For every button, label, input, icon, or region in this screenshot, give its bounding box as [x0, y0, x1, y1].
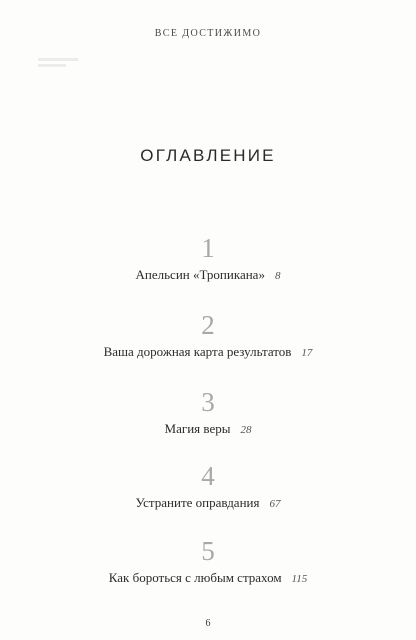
toc-entry-1[interactable]: [0, 233, 416, 285]
chapter-page: 17: [301, 347, 313, 359]
chapter-title: Как бороться с любым страхом: [108, 570, 282, 585]
toc-entry-3[interactable]: [0, 387, 416, 439]
running-head: ВСЕ ДОСТИЖИМО: [154, 28, 262, 39]
chapter-page: 28: [240, 424, 252, 436]
chapter-title-line: [0, 420, 416, 439]
toc-entry-2[interactable]: [0, 310, 416, 362]
chapter-title-line: [0, 343, 416, 362]
chapter-number: 4: [201, 461, 215, 491]
chapter-title: Ваша дорожная карта результатов: [103, 344, 292, 359]
chapter-number: 1: [201, 233, 215, 263]
toc-entry-4[interactable]: [0, 461, 416, 513]
page-number: 6: [205, 618, 211, 629]
chapter-page: 67: [269, 498, 281, 510]
toc-entry-5[interactable]: [0, 536, 416, 588]
chapter-title-line: [0, 266, 416, 285]
chapter-page: 115: [291, 573, 308, 585]
chapter-title-line: [0, 569, 416, 588]
chapter-number: 3: [201, 387, 215, 417]
chapter-page: 8: [274, 270, 281, 282]
bleed-through-marks: [38, 58, 78, 74]
toc-title: ОГЛАВЛЕНИЕ: [140, 146, 276, 165]
chapter-title: Устраните оправдания: [135, 495, 260, 510]
chapter-title-line: [0, 494, 416, 513]
chapter-title: Апельсин «Тропикана»: [135, 267, 265, 282]
chapter-number: 2: [201, 310, 215, 340]
chapter-title: Магия веры: [164, 421, 231, 436]
chapter-number: 5: [201, 536, 215, 566]
